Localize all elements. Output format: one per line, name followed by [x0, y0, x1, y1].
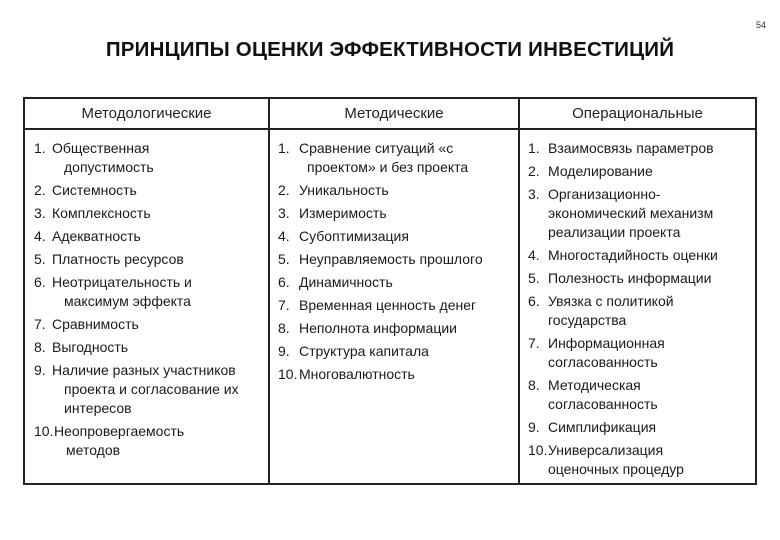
principle-text-line: оценочных процедур [548, 461, 684, 477]
principle-number: 1. [278, 140, 290, 156]
principle-text [548, 139, 749, 158]
principle-item [278, 342, 514, 361]
principle-text-line: допустимость [64, 159, 154, 175]
principle-text [51, 422, 264, 460]
principle-text-line: Полезность информации [548, 270, 712, 286]
principle-number: 2. [278, 182, 290, 198]
principle-item [528, 246, 749, 265]
principle-text [49, 338, 264, 357]
principle-text-line: Общественная [52, 140, 150, 156]
principle-item [278, 139, 514, 177]
table-header-row [25, 99, 755, 130]
column-operational [520, 130, 755, 483]
principle-text-line: Комплексность [52, 205, 151, 221]
principle-number: 4. [278, 228, 290, 244]
principle-text-line: Симплификация [548, 419, 657, 435]
principle-text-line: Организационно- [548, 186, 661, 202]
principle-text [49, 273, 264, 311]
principle-number: 6. [528, 293, 540, 309]
principle-text-line: государства [548, 312, 627, 328]
principle-text [49, 315, 264, 334]
principle-number: 9. [528, 419, 540, 435]
principle-text-line: Адекватность [52, 228, 141, 244]
principle-text [548, 246, 749, 265]
principle-number: 8. [278, 320, 290, 336]
principle-number: 2. [528, 163, 540, 179]
principle-item [278, 273, 514, 292]
principle-number: 3. [34, 205, 46, 221]
principle-text [548, 185, 749, 242]
principle-text-line: реализации проекта [548, 224, 681, 240]
principle-item [34, 422, 264, 460]
principle-text-line: Методическая [548, 377, 641, 393]
principle-number: 10. [34, 423, 54, 439]
principle-text-line: проектом» и без проекта [307, 159, 469, 175]
principle-item [34, 250, 264, 269]
principle-number: 2. [34, 182, 46, 198]
principle-text-line: Информационная [548, 335, 665, 351]
principle-number: 4. [34, 228, 46, 244]
page-number: 54 [755, 20, 766, 30]
principle-item [34, 361, 264, 418]
principle-text-line: Неотрицательность и [52, 274, 192, 290]
principle-item [278, 365, 514, 384]
methodological-list [25, 139, 268, 460]
principle-text-line: согласованность [548, 396, 658, 412]
principle-text-line: Выгодность [52, 339, 129, 355]
principle-item [528, 334, 749, 372]
principle-text [299, 342, 514, 361]
principle-item [528, 292, 749, 330]
principle-text [548, 376, 749, 414]
principle-text [299, 296, 514, 315]
principle-text-line: Моделирование [548, 163, 653, 179]
principles-table [23, 97, 757, 485]
principle-item [34, 204, 264, 223]
principle-text-line: экономический механизм [548, 205, 714, 221]
principle-text-line: Уникальность [299, 182, 389, 198]
principle-item [34, 315, 264, 334]
principle-text-line: Неопровергаемость [54, 423, 185, 439]
principle-number: 3. [528, 186, 540, 202]
principle-item [528, 269, 749, 288]
principle-text [548, 269, 749, 288]
slide-title: ПРИНЦИПЫ ОЦЕНКИ ЭФФЕКТИВНОСТИ ИНВЕСТИЦИЙ [105, 38, 675, 61]
principle-item [528, 185, 749, 242]
methodical-list [270, 139, 518, 384]
principle-item [278, 204, 514, 223]
principle-item [528, 376, 749, 414]
principle-item [278, 227, 514, 246]
principle-number: 10. [528, 442, 548, 458]
header-methodological: Методологические [25, 99, 270, 128]
principle-text-line: Многовалютность [299, 366, 415, 382]
principle-item [34, 181, 264, 200]
principle-number: 6. [34, 274, 46, 290]
principle-text [548, 334, 749, 372]
principle-item [528, 441, 749, 479]
principle-text-line: Субоптимизация [299, 228, 409, 244]
principle-item [528, 139, 749, 158]
principle-number: 8. [528, 377, 540, 393]
principle-text-line: согласованность [548, 354, 658, 370]
principle-number: 9. [34, 362, 46, 378]
operational-list [520, 139, 755, 479]
principle-text [548, 418, 749, 437]
header-methodical: Методические [270, 99, 520, 128]
principle-number: 7. [278, 297, 290, 313]
principle-text [299, 273, 514, 292]
principle-item [34, 338, 264, 357]
principle-number: 7. [34, 316, 46, 332]
principle-text [299, 227, 514, 246]
table-body-row [25, 130, 755, 483]
principle-text [49, 361, 264, 418]
principle-item [278, 181, 514, 200]
principle-number: 5. [34, 251, 46, 267]
principle-number: 6. [278, 274, 290, 290]
principle-text [299, 365, 514, 384]
principle-text [548, 441, 749, 479]
column-methodical [270, 130, 520, 483]
principle-text-line: Наличие разных участников [52, 362, 236, 378]
principle-number: 1. [34, 140, 46, 156]
principle-text [548, 162, 749, 181]
principle-text [49, 204, 264, 223]
principle-text-line: Взаимосвязь параметров [548, 140, 714, 156]
principle-item [528, 418, 749, 437]
principle-item [278, 296, 514, 315]
principle-number: 9. [278, 343, 290, 359]
principle-text-line: Измеримость [299, 205, 387, 221]
principle-text-line: Универсализация [548, 442, 664, 458]
principle-text [548, 292, 749, 330]
principle-number: 10. [278, 366, 298, 382]
column-methodological [25, 130, 270, 483]
principle-text [49, 181, 264, 200]
principle-text-line: Платность ресурсов [52, 251, 184, 267]
principle-number: 5. [278, 251, 290, 267]
principle-text-line: методов [66, 442, 121, 458]
principle-text-line: Многостадийность оценки [548, 247, 718, 263]
principle-number: 8. [34, 339, 46, 355]
principle-text-line: Динамичность [299, 274, 393, 290]
principle-text-line: Сравнимость [52, 316, 139, 332]
principle-text-line: Увязка с политикой [548, 293, 674, 309]
principle-text [299, 250, 514, 269]
principle-text [49, 139, 264, 177]
principle-item [34, 273, 264, 311]
principle-number: 5. [528, 270, 540, 286]
principle-number: 1. [528, 140, 540, 156]
principle-text-line: максимум эффекта [64, 293, 191, 309]
principle-text-line: Сравнение ситуаций «с [299, 140, 454, 156]
principle-text-line: Неуправляемость прошлого [299, 251, 483, 267]
principle-text-line: интересов [64, 400, 132, 416]
principle-item [34, 227, 264, 246]
principle-number: 4. [528, 247, 540, 263]
principle-text-line: Системность [52, 182, 137, 198]
principle-text [49, 227, 264, 246]
principle-item [528, 162, 749, 181]
principle-text-line: Временная ценность денег [299, 297, 477, 313]
principle-item [278, 319, 514, 338]
principle-text [49, 250, 264, 269]
principle-number: 7. [528, 335, 540, 351]
header-operational: Операциональные [572, 105, 703, 122]
principle-number: 3. [278, 205, 290, 221]
principle-item [278, 250, 514, 269]
principle-text-line: проекта и согласование их [64, 381, 239, 397]
principle-text [299, 319, 514, 338]
principle-item [34, 139, 264, 177]
principle-text [299, 204, 514, 223]
principle-text-line: Неполнота информации [299, 320, 457, 336]
principle-text [299, 139, 514, 177]
principle-text-line: Структура капитала [299, 343, 429, 359]
principle-text [299, 181, 514, 200]
